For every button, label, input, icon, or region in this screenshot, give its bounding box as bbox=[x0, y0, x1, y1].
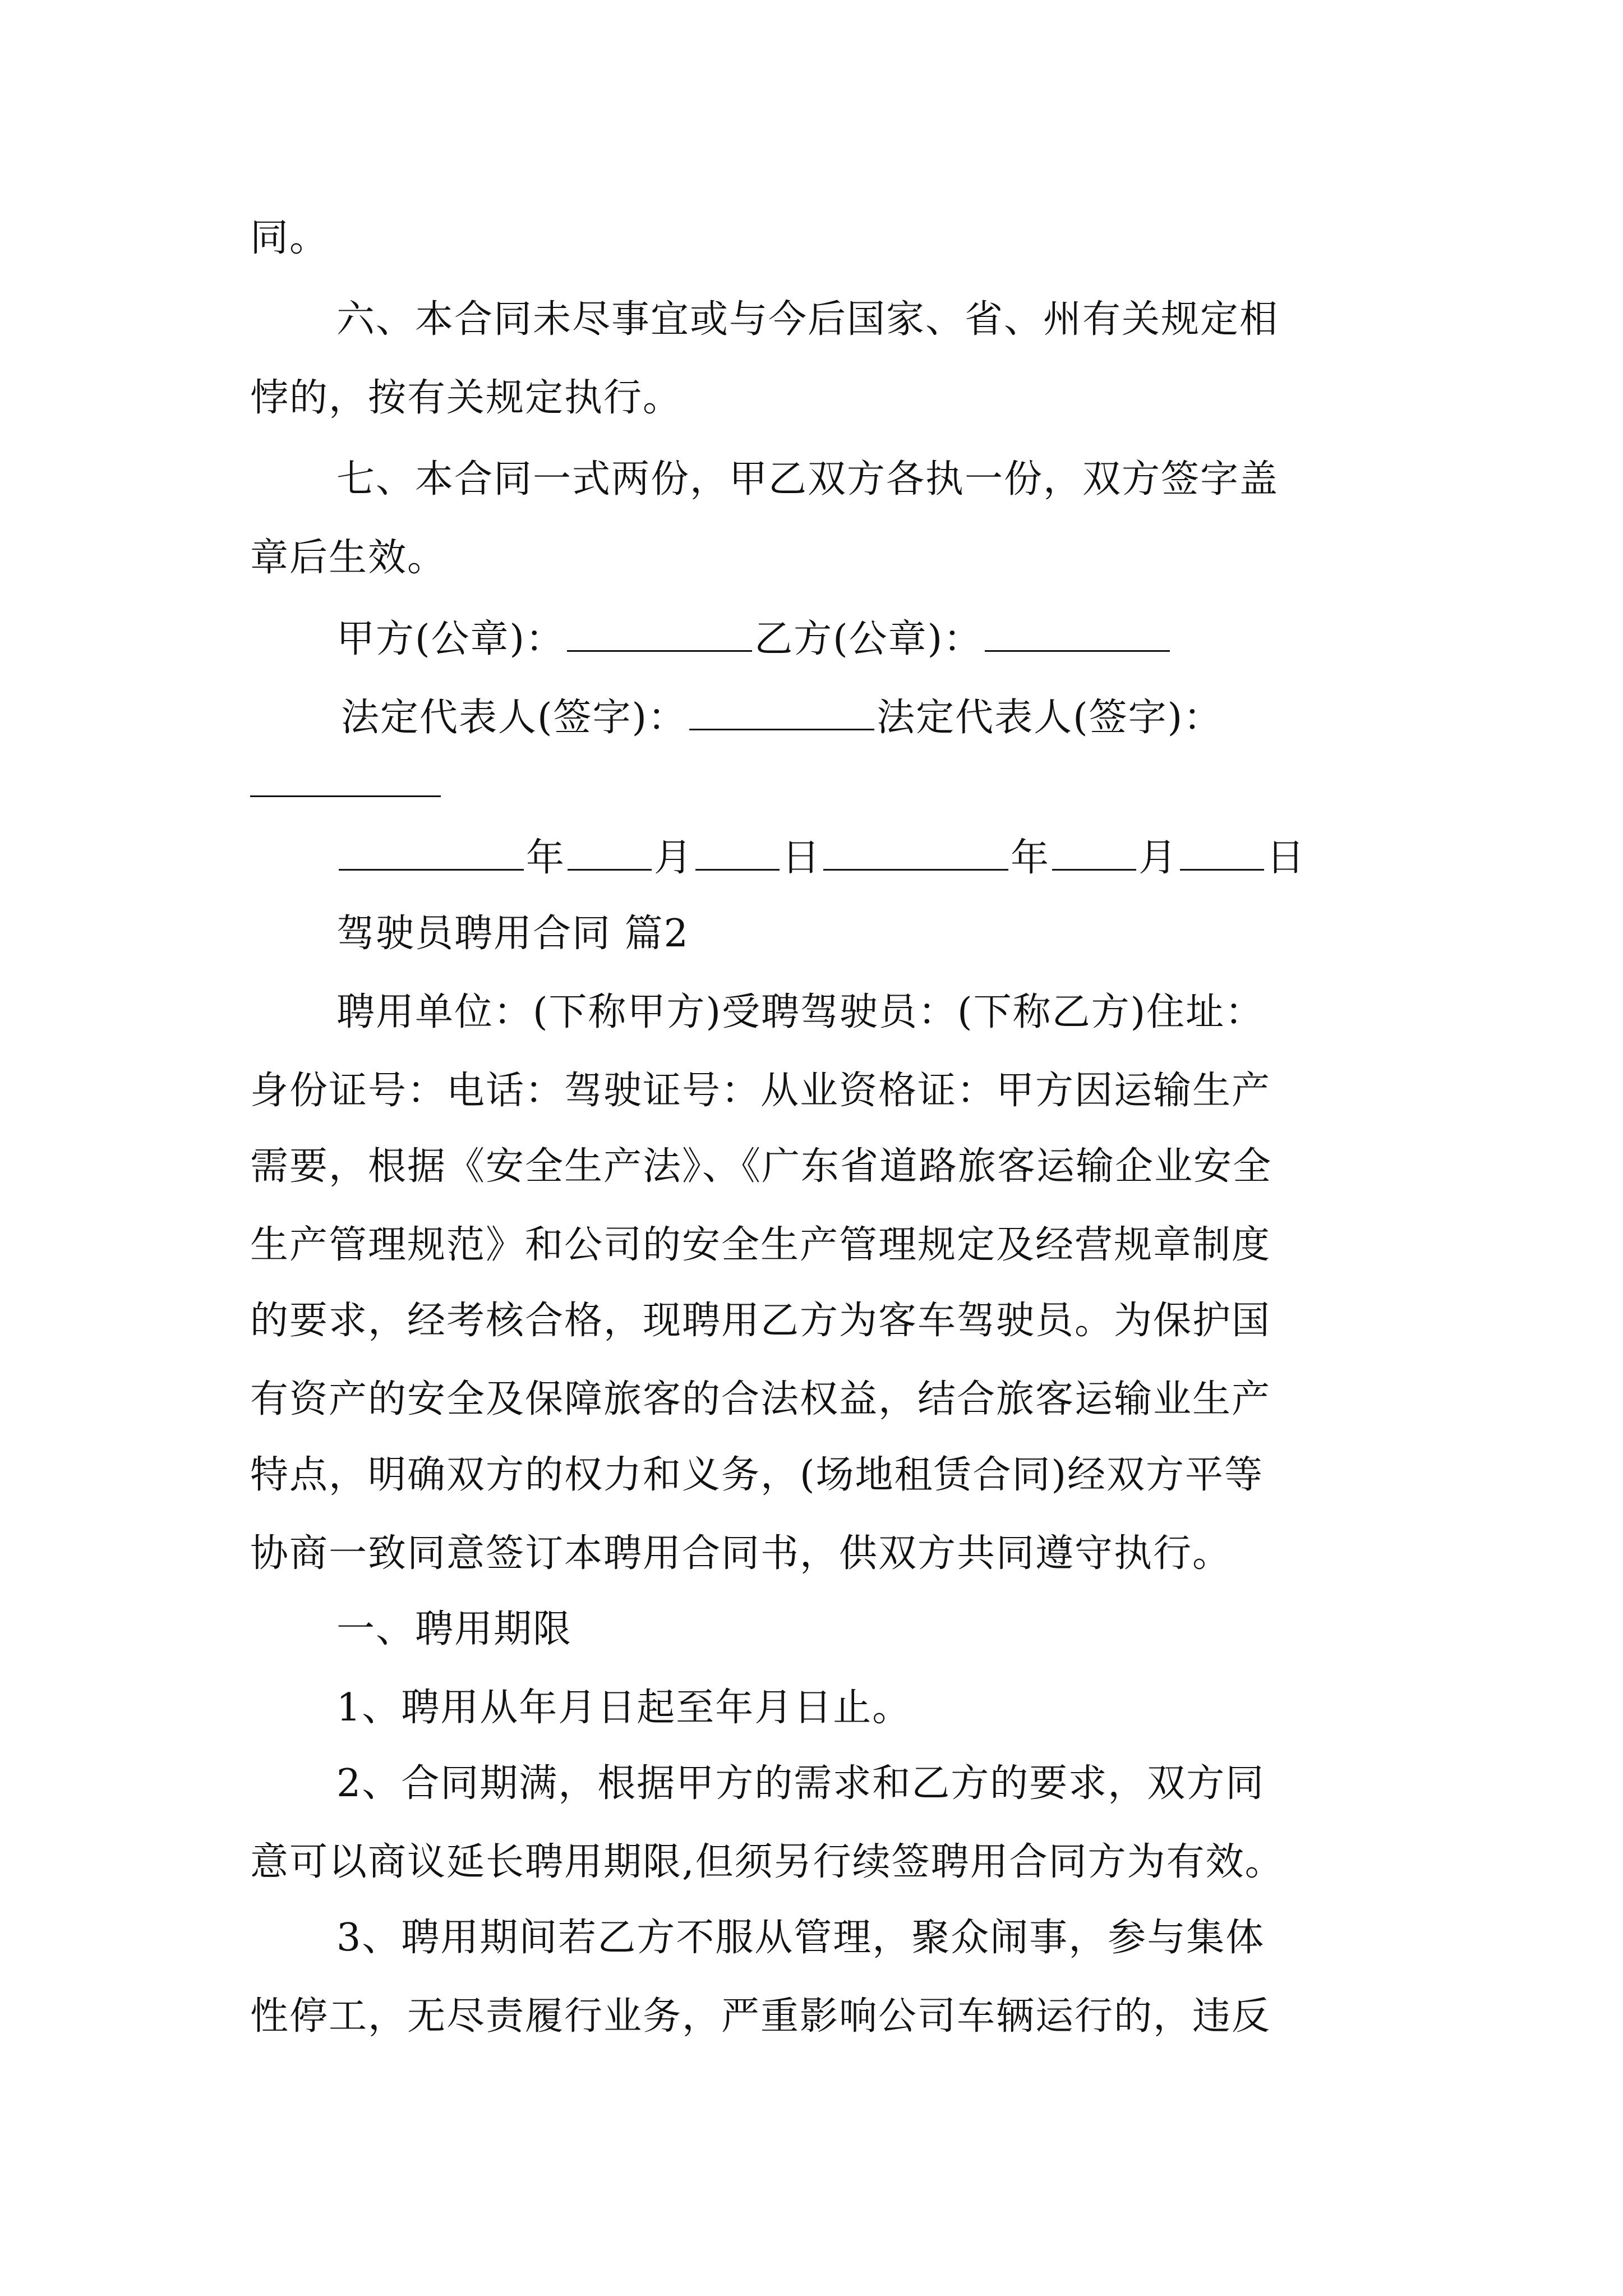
party-a-seal-blank bbox=[567, 616, 752, 652]
party-b-seal-label: 乙方(公章)： bbox=[754, 617, 983, 661]
section-heading: 驾驶员聘用合同 篇2 bbox=[336, 912, 689, 956]
year-blank bbox=[339, 835, 524, 871]
signature-row-seal bbox=[336, 611, 1172, 668]
day-label: 日 bbox=[782, 836, 822, 880]
text-line: 协商一致同意签订本聘用合同书，供双方共同遵守执行。 bbox=[250, 1531, 1232, 1576]
text-line: 悖的，按有关规定执行。 bbox=[250, 376, 683, 420]
year-label: 年 bbox=[526, 836, 566, 880]
text-line: 3、聘用期间若乙方不服从管理，聚众闹事，参与集体 bbox=[336, 1916, 1265, 1960]
text-line: 聘用单位：(下称甲方)受聘驾驶员：(下称乙方)住址： bbox=[336, 990, 1265, 1034]
text-line: 生产管理规范》和公司的安全生产管理规定及经营规章制度 bbox=[250, 1223, 1271, 1267]
party-a-seal-label: 甲方(公章)： bbox=[336, 617, 565, 661]
clause-heading: 一、聘用期限 bbox=[336, 1607, 573, 1651]
year-label-2: 年 bbox=[1011, 836, 1050, 880]
party-b-rep-blank bbox=[250, 795, 441, 797]
date-row bbox=[336, 830, 1306, 886]
party-a-rep-blank bbox=[689, 695, 874, 730]
text-line: 章后生效。 bbox=[250, 536, 447, 580]
text-line: 六、本合同未尽事宜或与今后国家、省、州有关规定相 bbox=[336, 297, 1279, 342]
party-a-rep-label: 法定代表人(签字)： bbox=[341, 696, 688, 740]
text-line: 需要，根据《安全生产法》、《广东省道路旅客运输企业安全 bbox=[250, 1144, 1272, 1189]
month-label-2: 月 bbox=[1138, 836, 1178, 880]
month-blank bbox=[568, 835, 652, 871]
party-b-rep-label: 法定代表人(签字)： bbox=[877, 696, 1223, 740]
month-label: 月 bbox=[654, 836, 694, 880]
text-line: 同。 bbox=[250, 216, 329, 260]
signature-row-rep bbox=[341, 690, 1223, 746]
text-line: 特点，明确双方的权力和义务，(场地租赁合同)经双方平等 bbox=[250, 1453, 1264, 1497]
text-line: 有资产的安全及保障旅客的合法权益，结合旅客运输业生产 bbox=[250, 1377, 1271, 1421]
day-label-2: 日 bbox=[1266, 836, 1306, 880]
text-line: 的要求，经考核合格，现聘用乙方为客车驾驶员。为保护国 bbox=[250, 1299, 1271, 1343]
day-blank bbox=[695, 835, 780, 871]
text-line: 1、聘用从年月日起至年月日止。 bbox=[336, 1686, 912, 1730]
day-blank-2 bbox=[1180, 835, 1264, 871]
text-line: 七、本合同一式两份，甲乙双方各执一份，双方签字盖 bbox=[336, 457, 1279, 501]
month-blank-2 bbox=[1052, 835, 1136, 871]
text-line: 2、合同期满，根据甲方的需求和乙方的要求，双方同 bbox=[336, 1761, 1265, 1806]
text-line: 性停工，无尽责履行业务，严重影响公司车辆运行的，违反 bbox=[250, 1994, 1271, 2039]
year-blank-2 bbox=[823, 835, 1008, 871]
text-line: 身份证号：电话：驾驶证号：从业资格证：甲方因运输生产 bbox=[250, 1069, 1271, 1113]
text-line: 意可以商议延长聘用期限,但须另行续签聘用合同方为有效。 bbox=[250, 1840, 1284, 1884]
party-b-seal-blank bbox=[985, 616, 1170, 652]
